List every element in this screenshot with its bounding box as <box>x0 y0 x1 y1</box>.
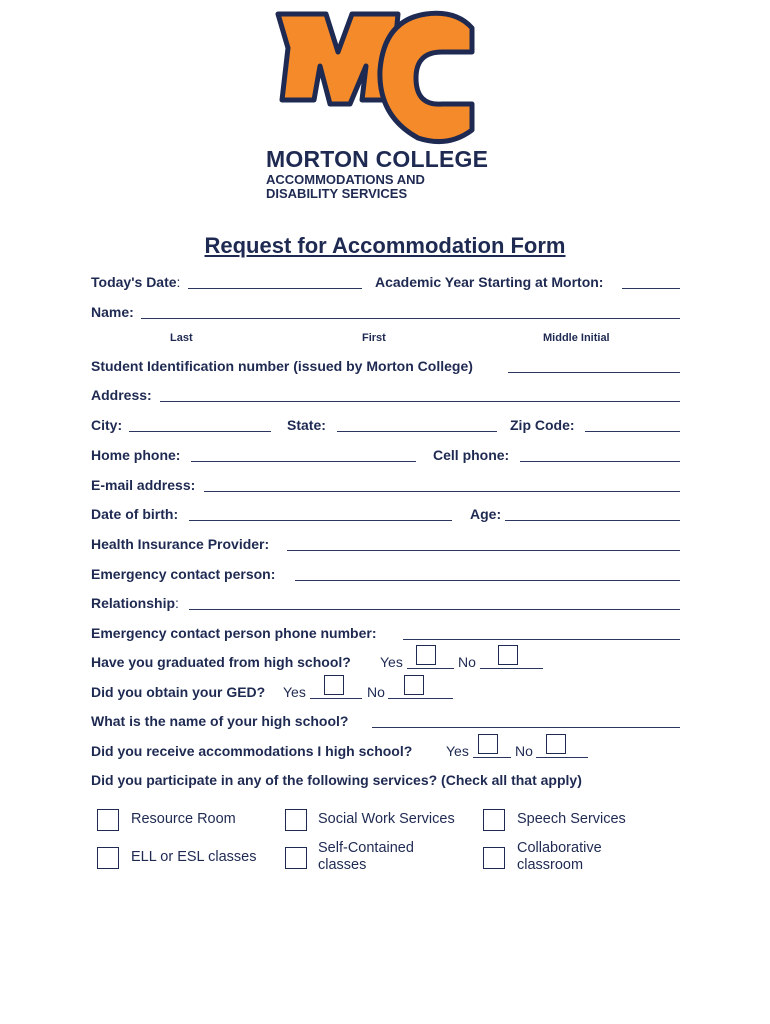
service-collaborative-label: Collaborative classroom <box>517 840 602 873</box>
ged-no-checkbox[interactable] <box>404 675 424 695</box>
accommodations-yes-checkbox[interactable] <box>478 734 498 754</box>
form-title: Request for Accommodation Form <box>204 233 566 258</box>
service-resource-room-checkbox[interactable] <box>97 809 119 831</box>
todays-date-colon: : <box>176 274 181 290</box>
age-label: Age: <box>470 506 502 522</box>
ged-yes-checkbox[interactable] <box>324 675 344 695</box>
city-field[interactable] <box>129 431 271 432</box>
todays-date-text: Today's Date <box>91 274 177 290</box>
state-label: State: <box>287 417 326 433</box>
home-phone-label: Home phone: <box>91 447 181 463</box>
email-label: E-mail address: <box>91 477 196 493</box>
service-ell-esl-label: ELL or ESL classes <box>131 849 257 865</box>
cell-phone-label: Cell phone: <box>433 447 510 463</box>
graduated-question: Have you graduated from high school? <box>91 654 351 670</box>
graduated-no-checkbox[interactable] <box>498 645 518 665</box>
name-field[interactable] <box>141 318 680 319</box>
academic-year-label: Academic Year Starting at Morton: <box>375 274 604 290</box>
student-id-field[interactable] <box>508 372 680 373</box>
services-question: Did you participate in any of the following services? (Check all that apply) <box>91 772 582 788</box>
insurance-field[interactable] <box>287 550 680 551</box>
ged-yes-label: Yes <box>283 684 306 700</box>
accommodations-yes-line <box>473 757 511 758</box>
emergency-phone-field[interactable] <box>403 639 680 640</box>
service-resource-room-label: Resource Room <box>131 811 236 827</box>
service-speech-checkbox[interactable] <box>483 809 505 831</box>
brand-subtitle <box>266 173 425 201</box>
service-ell-esl-checkbox[interactable] <box>97 847 119 869</box>
home-phone-field[interactable] <box>191 461 416 462</box>
academic-year-field[interactable] <box>622 288 680 289</box>
service-social-work-label: Social Work Services <box>318 811 455 827</box>
name-middle-caption: Middle Initial <box>543 332 610 344</box>
dob-label: Date of birth: <box>91 506 179 522</box>
service-collaborative-checkbox[interactable] <box>483 847 505 869</box>
brand-subtitle-line-2: DISABILITY SERVICES <box>266 186 408 201</box>
emergency-phone-label: Emergency contact person phone number: <box>91 625 377 641</box>
email-field[interactable] <box>204 491 680 492</box>
brand-subtitle-line-1: ACCOMMODATIONS AND <box>266 172 425 187</box>
service-self-contained-label: Self-Contained classes <box>318 840 414 873</box>
service-speech-label: Speech Services <box>517 811 626 827</box>
accommodations-question: Did you receive accommodations I high school? <box>91 743 413 759</box>
graduated-no-label: No <box>458 654 476 670</box>
mc-logo-icon <box>266 8 506 148</box>
city-label: City: <box>91 417 123 433</box>
graduated-yes-label: Yes <box>380 654 403 670</box>
insurance-label: Health Insurance Provider: <box>91 536 270 552</box>
hs-name-question: What is the name of your high school? <box>91 713 349 729</box>
name-first-caption: First <box>362 332 386 344</box>
ged-no-line <box>388 698 453 699</box>
todays-date-label <box>91 274 180 290</box>
zip-label: Zip Code: <box>510 417 575 433</box>
address-label: Address: <box>91 387 152 403</box>
student-id-label: Student Identification number (issued by Morton College) <box>91 358 473 374</box>
state-field[interactable] <box>337 431 497 432</box>
age-field[interactable] <box>505 520 680 521</box>
service-self-contained-checkbox[interactable] <box>285 847 307 869</box>
relationship-label <box>91 595 179 611</box>
name-last-caption: Last <box>170 332 193 344</box>
ged-yes-line <box>310 698 362 699</box>
graduated-yes-checkbox[interactable] <box>416 645 436 665</box>
accommodations-no-line <box>536 757 588 758</box>
cell-phone-field[interactable] <box>520 461 680 462</box>
graduated-no-line <box>480 668 543 669</box>
accommodations-no-checkbox[interactable] <box>546 734 566 754</box>
relationship-field[interactable] <box>189 609 680 610</box>
hs-name-field[interactable] <box>372 727 680 728</box>
relationship-text: Relationship <box>91 595 176 611</box>
graduated-yes-line <box>407 668 454 669</box>
emergency-person-field[interactable] <box>295 580 680 581</box>
ged-question: Did you obtain your GED? <box>91 684 266 700</box>
address-field[interactable] <box>160 401 680 402</box>
brand-name: MORTON COLLEGE <box>266 146 489 172</box>
ged-no-label: No <box>367 684 385 700</box>
todays-date-field[interactable] <box>188 288 362 289</box>
relationship-colon: : <box>175 595 179 611</box>
zip-field[interactable] <box>585 431 680 432</box>
dob-field[interactable] <box>189 520 452 521</box>
name-label: Name: <box>91 304 134 320</box>
accommodations-yes-label: Yes <box>446 743 469 759</box>
service-social-work-checkbox[interactable] <box>285 809 307 831</box>
emergency-person-label: Emergency contact person: <box>91 566 276 582</box>
accommodations-no-label: No <box>515 743 533 759</box>
